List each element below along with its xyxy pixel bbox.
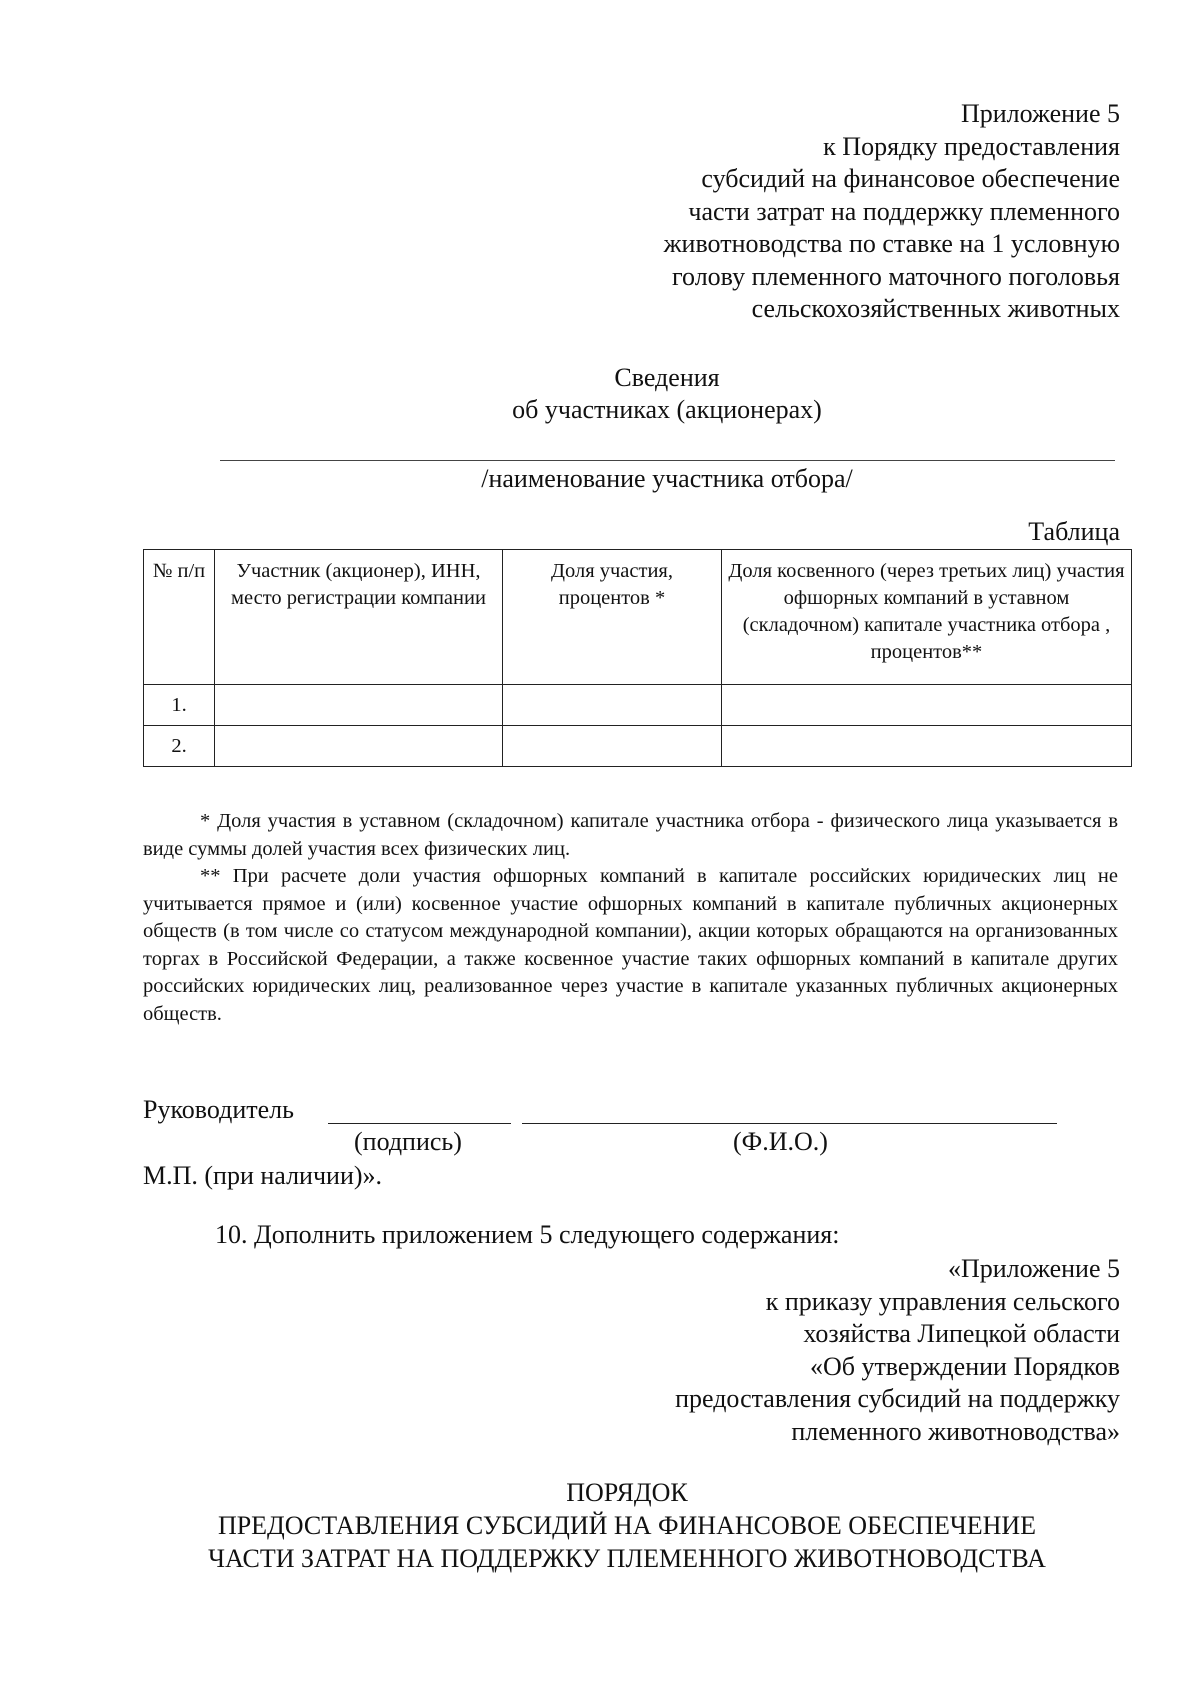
title-line-2: об участниках (акционерах) xyxy=(512,395,822,424)
appendix-top-line: голову племенного маточного поголовья xyxy=(672,261,1120,291)
appendix-top-line: животноводства по ставке на 1 условную xyxy=(663,229,1120,258)
appendix-bottom-line: племенного животноводства» xyxy=(791,1416,1120,1446)
signature-caption: (подпись) xyxy=(354,1127,462,1156)
order-heading-line-2: ПРЕДОСТАВЛЕНИЯ СУБСИДИЙ НА ФИНАНСОВОЕ ОБЕСПЕЧЕНИЕ xyxy=(217,1511,1037,1540)
table-cell xyxy=(215,685,503,726)
fio-caption: (Ф.И.О.) xyxy=(733,1127,828,1156)
participant-name-caption: /наименование участника отбора/ xyxy=(481,464,853,493)
appendix-top-line: части затрат на поддержку племенного xyxy=(688,196,1120,226)
appendix-top-line: субсидий на финансовое обеспечение xyxy=(701,164,1120,193)
appendix-top-line: сельскохозяйственных животных xyxy=(751,294,1120,323)
table-cell xyxy=(215,726,503,767)
table-cell: 1. xyxy=(144,685,215,726)
table-cell xyxy=(503,685,722,726)
participants-table xyxy=(143,549,1132,767)
order-heading-line-3: ЧАСТИ ЗАТРАТ НА ПОДДЕРЖКУ ПЛЕМЕННОГО ЖИВОТНОВОДСТВА xyxy=(208,1544,1046,1573)
appendix-bottom-line: «Об утверждении Порядков xyxy=(809,1351,1120,1381)
footnotes xyxy=(143,808,1118,1028)
table-label: Таблица xyxy=(1028,517,1120,546)
appendix-top-line: к Порядку предоставления xyxy=(823,131,1120,161)
table-cell xyxy=(722,726,1132,767)
appendix-top-block xyxy=(664,98,1120,326)
header-cell-share: Доля участия, процентов * xyxy=(503,550,722,685)
appendix-bottom-line: хозяйства Липецкой области xyxy=(803,1319,1120,1348)
table-cell xyxy=(503,726,722,767)
appendix-bottom-block xyxy=(675,1253,1120,1448)
appendix-bottom-line: к приказу управления сельского xyxy=(765,1286,1120,1316)
participant-name-line xyxy=(220,460,1115,461)
header-cell-participant: Участник (акционер), ИНН, место регистрации компании xyxy=(215,550,503,685)
table-header-row xyxy=(144,550,1132,685)
appendix-bottom-line: «Приложение 5 xyxy=(947,1254,1120,1283)
order-heading-line-1: ПОРЯДОК xyxy=(566,1478,688,1507)
table-row xyxy=(144,685,1132,726)
fio-line xyxy=(522,1123,1057,1124)
appendix-top-line: Приложение 5 xyxy=(960,99,1120,128)
table-cell: 2. xyxy=(144,726,215,767)
signature-line xyxy=(328,1123,511,1124)
appendix-bottom-line: предоставления субсидий на поддержку xyxy=(675,1384,1120,1413)
stamp-note: М.П. (при наличии)». xyxy=(143,1161,383,1190)
header-cell-offshore-share: Доля косвенного (через третьих лиц) участия офшорных компаний в уставном (складочном) капитале участника отбора , процентов** xyxy=(722,550,1132,685)
footnote-1: * Доля участия в уставном (складочном) капитале участника отбора - физического лица указывается в виде суммы долей участия всех физических лиц. xyxy=(143,810,1118,860)
head-label: Руководитель xyxy=(143,1095,294,1124)
footnote-2: ** При расчете доли участия офшорных компаний в капитале российских юридических лиц не учитывается прямое и (или) косвенное участие офшорных компаний в капитале публичных акционерных обществ (в том числе со статусом международной компании), акции которых обращаются на организованных торгах в Российской Федерации, а также косвенное участие таких офшорных компаний в капитале других российских юридических лиц, реализованное через участие в капитале указанных публичных акционерных обществ. xyxy=(143,865,1118,1025)
amendment-text: 10. Дополнить приложением 5 следующего содержания: xyxy=(215,1220,840,1249)
table-row xyxy=(144,726,1132,767)
title-line-1: Сведения xyxy=(614,363,720,392)
header-cell-number: № п/п xyxy=(144,550,215,685)
table-cell xyxy=(722,685,1132,726)
